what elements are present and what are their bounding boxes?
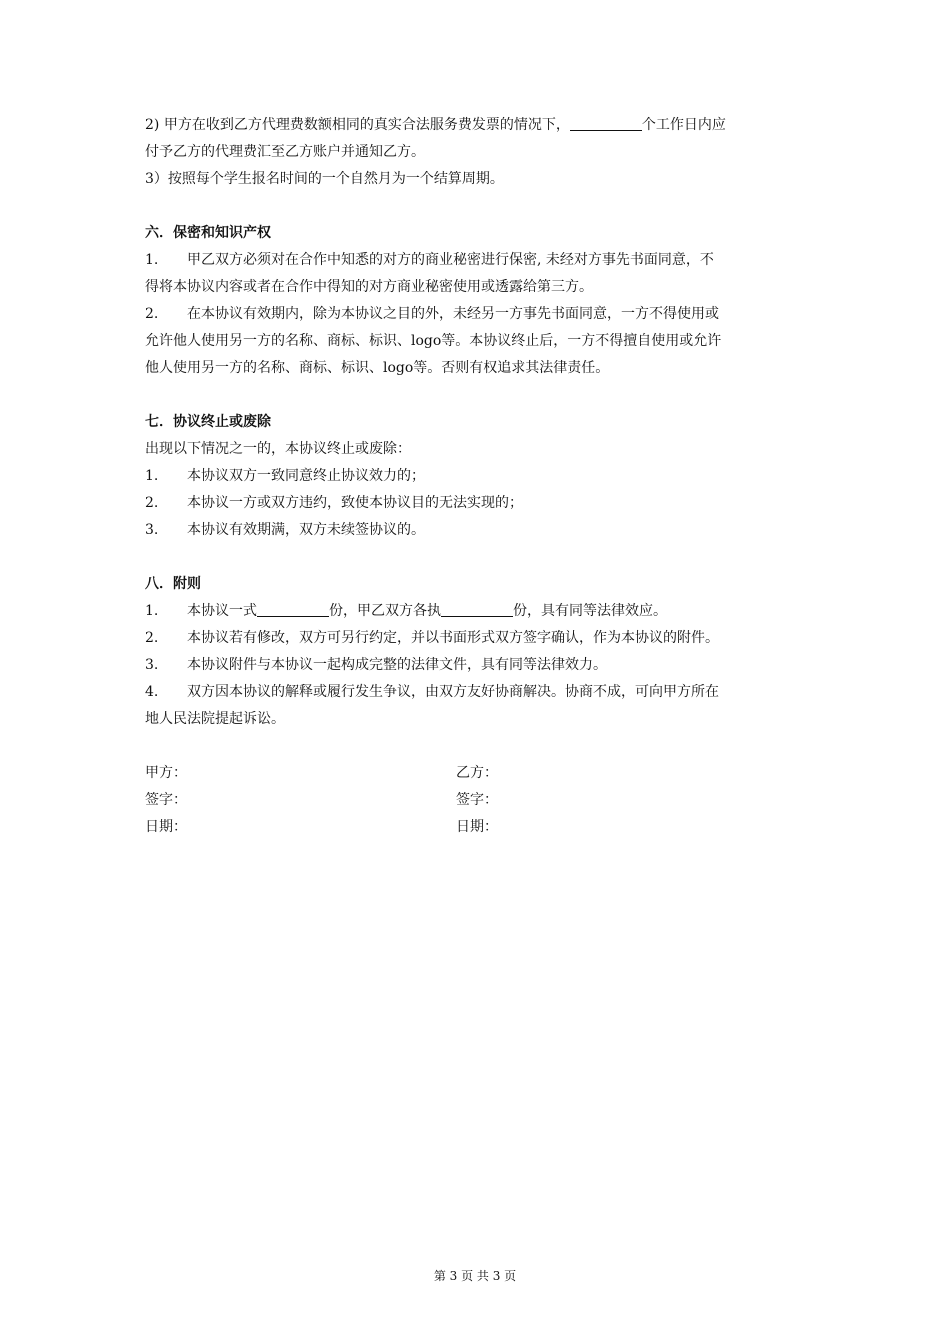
text: 本协议一式 bbox=[187, 603, 257, 619]
item-number: 1. bbox=[145, 252, 159, 268]
document-body bbox=[145, 112, 810, 841]
section6-title: 六．保密和知识产权 bbox=[145, 225, 271, 241]
section7-item1 bbox=[145, 463, 810, 490]
text: 本协议若有修改，双方可另行约定，并以书面形式双方签字确认，作为本协议的附件。 bbox=[187, 630, 719, 646]
signature-date-row bbox=[145, 814, 810, 841]
section5-item2-line2: 付予乙方的代理费汇至乙方账户并通知乙方。 bbox=[145, 144, 425, 160]
section7-title: 七．协议终止或废除 bbox=[145, 414, 271, 430]
text: 本协议附件与本协议一起构成完整的法律文件，具有同等法律效力。 bbox=[187, 657, 607, 673]
item-number: 2. bbox=[145, 306, 159, 322]
fill-in-blank[interactable] bbox=[257, 602, 329, 617]
text: 本协议一方或双方违约，致使本协议目的无法实现的； bbox=[187, 495, 523, 511]
section5-item3: 3）按照每个学生报名时间的一个自然月为一个结算周期。 bbox=[145, 171, 504, 187]
text: 本协议双方一致同意终止协议效力的； bbox=[187, 468, 425, 484]
party-a-date-label: 日期： bbox=[145, 819, 187, 835]
fill-in-blank[interactable] bbox=[441, 602, 513, 617]
section5-item2-line1 bbox=[145, 112, 810, 139]
text: 份，具有同等法律效应。 bbox=[513, 603, 667, 619]
signature-sign-row bbox=[145, 787, 810, 814]
section6-item1-line2: 得将本协议内容或者在合作中得知的对方商业秘密使用或透露给第三方。 bbox=[145, 279, 593, 295]
item-number: 1. bbox=[145, 468, 159, 484]
section8-item1 bbox=[145, 598, 810, 625]
signature-party-row bbox=[145, 760, 810, 787]
text: 个工作日内应 bbox=[641, 117, 726, 133]
text: 本协议有效期满，双方未续签协议的。 bbox=[187, 522, 425, 538]
section8-item4-line2: 地人民法院提起诉讼。 bbox=[145, 711, 285, 727]
item-number: 2. bbox=[145, 495, 159, 511]
item-number: 3. bbox=[145, 657, 159, 673]
text: 甲乙双方必须对在合作中知悉的对方的商业秘密进行保密, 未经对方事先书面同意，不 bbox=[187, 252, 714, 268]
item-number: 1. bbox=[145, 603, 159, 619]
section6-item2-line2: 允许他人使用另一方的名称、商标、标识、logo等。本协议终止后，一方不得擅自使用或允许 bbox=[145, 333, 722, 349]
fill-in-blank[interactable] bbox=[570, 116, 642, 131]
section7-intro: 出现以下情况之一的，本协议终止或废除： bbox=[145, 441, 411, 457]
item-number: 2. bbox=[145, 630, 159, 646]
item-number: 3. bbox=[145, 522, 159, 538]
section6-item2-line3: 他人使用另一方的名称、商标、标识、logo等。否则有权追求其法律责任。 bbox=[145, 360, 610, 376]
section6-item1-line1 bbox=[145, 247, 810, 274]
section8-title: 八．附则 bbox=[145, 576, 201, 592]
section7-item3 bbox=[145, 517, 810, 544]
text: 在本协议有效期内，除为本协议之目的外，未经另一方事先书面同意，一方不得使用或 bbox=[187, 306, 719, 322]
section8-item4-line1 bbox=[145, 679, 810, 706]
section8-item2 bbox=[145, 625, 810, 652]
text: 2) 甲方在收到乙方代理费数额相同的真实合法服务费发票的情况下， bbox=[145, 117, 570, 133]
party-a-signature-label: 签字： bbox=[145, 792, 187, 808]
section7-item2 bbox=[145, 490, 810, 517]
page-number-footer: 第 3 页 共 3 页 bbox=[433, 1269, 517, 1283]
party-b-label: 乙方： bbox=[456, 765, 498, 781]
item-number: 4. bbox=[145, 684, 159, 700]
party-b-signature-label: 签字： bbox=[456, 792, 498, 808]
section6-item2-line1 bbox=[145, 301, 810, 328]
party-a-label: 甲方： bbox=[145, 765, 187, 781]
text: 双方因本协议的解释或履行发生争议，由双方友好协商解决。协商不成，可向甲方所在 bbox=[187, 684, 719, 700]
section8-item3 bbox=[145, 652, 810, 679]
party-b-date-label: 日期： bbox=[456, 819, 498, 835]
text: 份，甲乙双方各执 bbox=[329, 603, 441, 619]
